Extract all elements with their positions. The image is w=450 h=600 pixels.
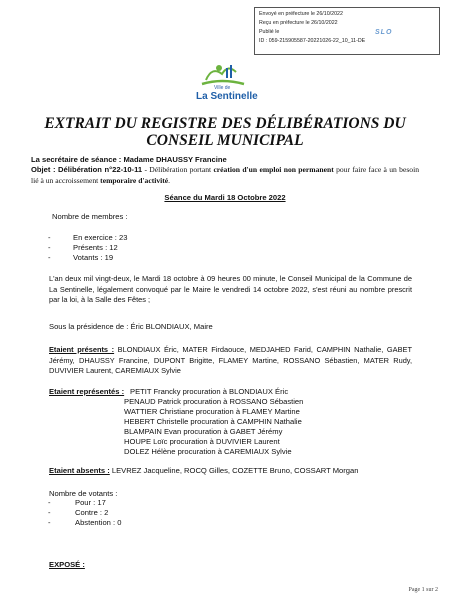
members-present: Présents : 12	[73, 243, 118, 252]
stamp-sent-date: Envoyé en préfecture le 26/10/2022	[259, 11, 343, 17]
members-in-office: En exercice : 23	[73, 233, 128, 242]
absents-list: LEVREZ Jacqueline, ROCQ Gilles, COZETTE Bruno, COSSART Morgan	[109, 466, 359, 475]
presents-label: Etaient présents :	[49, 345, 115, 354]
bullet-dash: -	[48, 518, 51, 527]
absents-line	[49, 466, 358, 476]
stamp-slo-logo: SLO	[375, 29, 393, 36]
objet-text-1: - Délibération portant	[142, 165, 214, 174]
members-voting: Votants : 19	[73, 253, 114, 262]
proxy-item: PENAUD Patrick procuration à ROSSANO Sébastien	[124, 397, 304, 406]
expose-heading: EXPOSÉ :	[49, 560, 85, 569]
objet-text-2: pour faire face à un besoin lié à un accroissement	[31, 165, 419, 185]
bullet-dash: -	[48, 243, 51, 252]
bullet-dash: -	[48, 508, 51, 517]
proxy-item: PETIT Francky procuration à BLONDIAUX Éric	[130, 387, 289, 396]
represented-label: Etaient représentés :	[49, 387, 125, 396]
intro-paragraph: L'an deux mil vingt-deux, le Mardi 18 octobre à 09 heures 00 minute, le Conseil Municipal de la Commune de La Sentinelle, légalement convoqué par le Maire le vendredi 14 octobre 2022, s'est réuni au nombre prescrit par la loi, à la Salle des Fêtes ;	[49, 274, 412, 304]
proxy-item: DOLEZ Hélène procuration à CAREMIAUX Sylvie	[124, 447, 292, 456]
objet-label: Objet : Délibération n°22-10-11	[31, 165, 143, 174]
objet-text-3: .	[168, 175, 171, 185]
secretary-name: Madame DHAUSSY Francine	[121, 155, 227, 164]
proxy-item: HEBERT Christelle procuration à CAMPHIN Nathalie	[124, 417, 302, 426]
secretary-line	[31, 155, 227, 165]
votes-abstention: Abstention : 0	[75, 518, 122, 527]
seance-date: Séance du Mardi 18 Octobre 2022	[164, 193, 286, 202]
members-heading: Nombre de membres :	[52, 212, 128, 221]
votes-heading: Nombre de votants :	[49, 489, 118, 498]
page-number: Page 1 sur 2	[408, 587, 438, 593]
stamp-id: ID : 059-215905587-20221026-22_10_11-DE	[259, 38, 366, 44]
presidence-line: Sous la présidence de : Éric BLONDIAUX, Maire	[49, 322, 213, 331]
objet-emphasis-1: création d'un emploi non permanent	[213, 165, 334, 174]
objet-emphasis-2: temporaire d'activité	[100, 175, 169, 185]
bullet-dash: -	[48, 498, 51, 507]
document-title: EXTRAIT DU REGISTRE DES DÉLIBÉRATIONS DU CONSEIL MUNICIPAL	[44, 115, 406, 149]
objet-paragraph	[31, 165, 419, 186]
absents-label: Etaient absents :	[49, 466, 110, 475]
bullet-dash: -	[48, 253, 51, 262]
presents-paragraph	[49, 345, 412, 377]
presents-list: BLONDIAUX Éric, MATER Firdaouce, MEDJAHED Farid, CAMPHIN Nathalie, GABET Jérémy, DHAUSSY Francine, DUPONT Brigitte, FLAMEY Martine, ROSSANO Sébastien, MATER Rudy, DUVIVIER Laurent, CAREMIAUX Sylvie	[49, 345, 412, 375]
logo-town-name: La Sentinelle	[196, 91, 258, 102]
votes-for: Pour : 17	[75, 498, 106, 507]
proxy-item: WATTIER Christiane procuration à FLAMEY Martine	[124, 407, 300, 416]
secretary-label: La secrétaire de séance :	[31, 155, 122, 164]
logo-caption: Ville de	[214, 85, 231, 91]
bullet-dash: -	[48, 233, 51, 242]
stamp-published: Publié le	[259, 29, 280, 35]
prefecture-stamp	[254, 7, 440, 55]
stamp-received-date: Reçu en préfecture le 26/10/2022	[259, 20, 338, 26]
votes-against: Contre : 2	[75, 508, 109, 517]
proxy-item: BLAMPAIN Evan procuration à GABET Jérémy	[124, 427, 283, 436]
proxy-item: HOUPE Loïc procuration à DUVIVIER Laurent	[124, 437, 280, 446]
